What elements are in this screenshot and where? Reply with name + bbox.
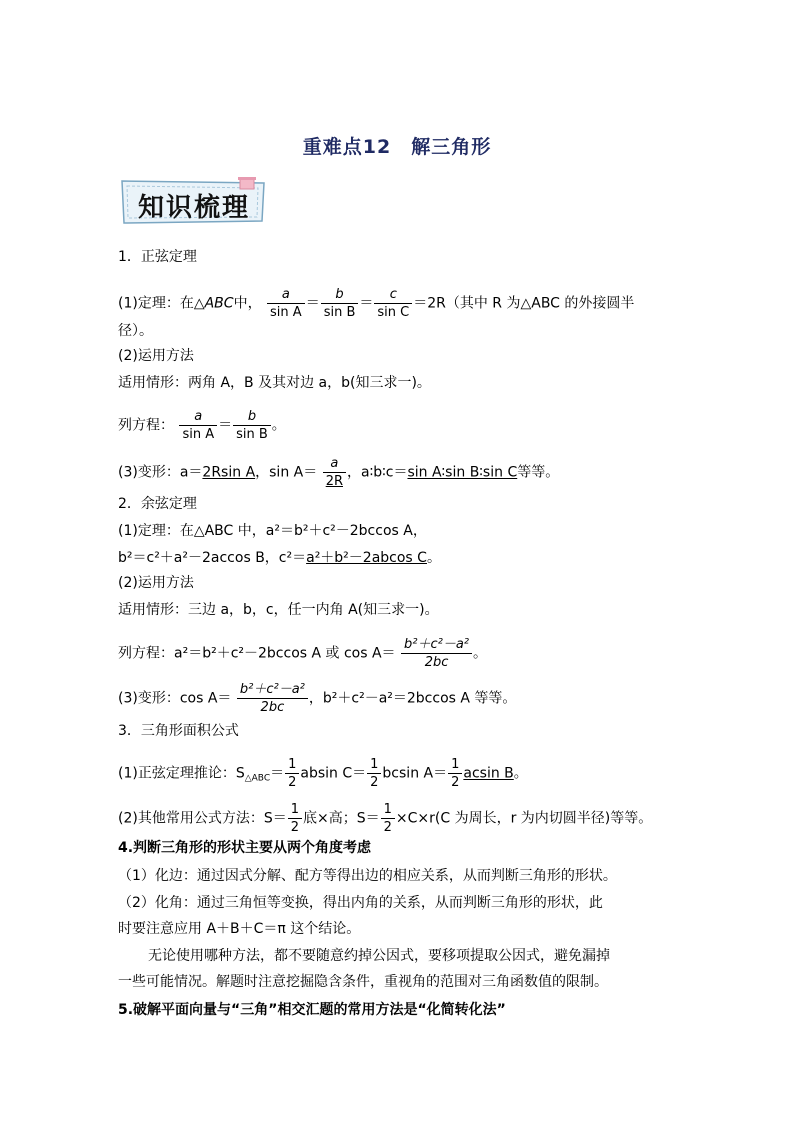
fraction <box>288 801 302 836</box>
numerator: c <box>389 287 397 302</box>
denominator: 2bc <box>401 653 472 671</box>
text: (3)变形：cos A＝ <box>118 690 232 707</box>
text-line: 时要注意应用 A＋B＋C＝π 这个结论。 <box>118 921 361 937</box>
area-formula-other <box>118 801 652 836</box>
numerator: b²＋c²－a² <box>404 637 470 652</box>
text: ＝2R（其中 R 为△ABC 的外接圆半 <box>413 295 635 312</box>
section-4-heading: 4.判断三角形的形状主要从两个角度考虑 <box>118 840 372 856</box>
banner-text: 知识梳理 <box>138 193 251 223</box>
denominator: sin B <box>321 303 359 321</box>
fraction <box>323 455 346 490</box>
text-line: 无论使用哪种方法，都不要随意约掉公因式，要移项提取公因式，避免漏掉 <box>148 948 610 964</box>
numerator: a <box>281 287 290 302</box>
cosine-law-transform <box>118 681 516 716</box>
denominator: 2 <box>285 773 299 791</box>
denominator: 2 <box>448 773 462 791</box>
denominator: sin C <box>374 303 412 321</box>
fraction <box>321 286 359 321</box>
text: ，b²＋c²－a²＝2bccos A 等等。 <box>308 690 517 707</box>
numerator: 1 <box>290 802 299 817</box>
denominator: sin A <box>267 303 305 321</box>
text: bcsin A＝ <box>382 765 448 782</box>
text: ，a∶b∶c＝ <box>347 464 408 481</box>
underlined-answer: acsin B <box>463 765 514 782</box>
numerator: a <box>194 409 203 424</box>
underlined-answer: sin A∶sin B∶sin C <box>407 464 518 481</box>
text: 列方程：a²＝b²＋c²－2bccos A 或 cos A＝ <box>118 645 396 662</box>
text: 底×高；S＝ <box>303 810 380 827</box>
text: ABC <box>204 295 234 312</box>
text: 。 <box>513 765 528 782</box>
text-line: （2）化角：通过三角恒等变换，得出内角的关系，从而判断三角形的形状，此 <box>118 895 603 911</box>
text-line: 径）。 <box>118 323 153 339</box>
underlined-answer: a²＋b²－2abcos C <box>306 550 427 566</box>
denominator: sin A <box>179 425 217 443</box>
denominator: 2bc <box>237 698 308 716</box>
page-title: 重难点12 解三角形 <box>302 136 492 158</box>
sine-law-definition: (1)定理：在△ABC中， $\frac{a}{\text{sin A}}$ ＝ $\frac{b}{\text{sin B}}$ ＝ $\frac{c}{\text{sin C}}$ ＝2R（其中 R 为△ABC 的外接圆半 <box>118 287 635 320</box>
section-1-heading: 1．正弦定理 <box>118 249 197 265</box>
numerator: a <box>330 456 339 471</box>
cosine-law-line <box>118 548 441 568</box>
text-line: 一些可能情况。解题时注意挖掘隐含条件，重视角的范围对三角函数值的限制。 <box>118 974 608 990</box>
numerator: 1 <box>383 802 392 817</box>
numerator: b <box>247 409 257 424</box>
text: 列方程： <box>118 417 174 434</box>
numerator: 1 <box>370 757 379 772</box>
text: b²＝c²＋a²－2accos B，c²＝ <box>118 550 307 566</box>
text: ×C×r(C 为周长，r 为内切圆半径)等等。 <box>395 810 653 827</box>
text: 。 <box>426 550 441 566</box>
fraction <box>381 801 395 836</box>
text: (1)正弦定理推论：S <box>118 765 245 782</box>
fraction <box>179 408 217 443</box>
text: 。 <box>271 417 286 434</box>
sine-law-transform <box>118 455 559 490</box>
text: absin C＝ <box>300 765 367 782</box>
fraction <box>233 408 271 443</box>
numerator: b <box>335 287 344 302</box>
area-formula-line: (1)正弦定理推论：$S_{\triangle ABC}=$ $\frac{1}{2}$ absin C＝ $\frac{1}{2}$ bcsin A＝ $\frac{1}{2}$ acsin B。 <box>118 757 528 790</box>
denominator: 2R <box>323 472 346 490</box>
text: (1)定理：在△ <box>118 295 205 312</box>
numerator: 1 <box>288 757 297 772</box>
section-3-heading: 3．三角形面积公式 <box>118 723 239 739</box>
cosine-law-equation <box>118 636 487 671</box>
fraction <box>285 756 299 791</box>
text: 。 <box>473 645 488 662</box>
text: 等等。 <box>517 464 560 481</box>
text-line: (1)定理：在△ABC 中，a²＝b²＋c²－2bccos A， <box>118 523 427 539</box>
text-line: (2)运用方法 <box>118 348 194 364</box>
underlined-answer: 2Rsin A <box>202 464 256 481</box>
denominator: 2 <box>367 773 381 791</box>
text-line: （1）化边：通过因式分解、配方等得出边的相应关系，从而判断三角形的形状。 <box>118 868 617 884</box>
fraction <box>448 756 462 791</box>
fraction <box>267 286 305 321</box>
fraction <box>374 286 412 321</box>
text: 中， <box>233 295 262 312</box>
denominator: 2 <box>288 818 302 836</box>
section-2-heading: 2．余弦定理 <box>118 496 197 512</box>
text-line: 适用情形：两角 A，B 及其对边 a，b(知三求一)。 <box>118 375 431 391</box>
text-line: (2)运用方法 <box>118 575 194 591</box>
text-line: 适用情形：三边 a，b，c，任一内角 A(知三求一)。 <box>118 602 439 618</box>
fraction <box>367 756 381 791</box>
denominator: sin B <box>233 425 271 443</box>
fraction <box>237 681 308 716</box>
section-5-heading: 5.破解平面向量与“三角”相交汇题的常用方法是“化简转化法” <box>118 1002 506 1018</box>
text: (2)其他常用公式方法：S＝ <box>118 810 287 827</box>
numerator: b²＋c²－a² <box>239 682 305 697</box>
numerator: 1 <box>451 757 460 772</box>
denominator: 2 <box>381 818 395 836</box>
text: (3)变形：a＝ <box>118 464 203 481</box>
sine-law-equation: 列方程： $\frac{a}{\text{sin A}}$ ＝ $\frac{b}{\text{sin B}}$ 。 <box>118 409 286 442</box>
fraction <box>401 636 472 671</box>
text: ，sin A＝ <box>255 464 318 481</box>
subscript: △ABC <box>244 773 271 784</box>
